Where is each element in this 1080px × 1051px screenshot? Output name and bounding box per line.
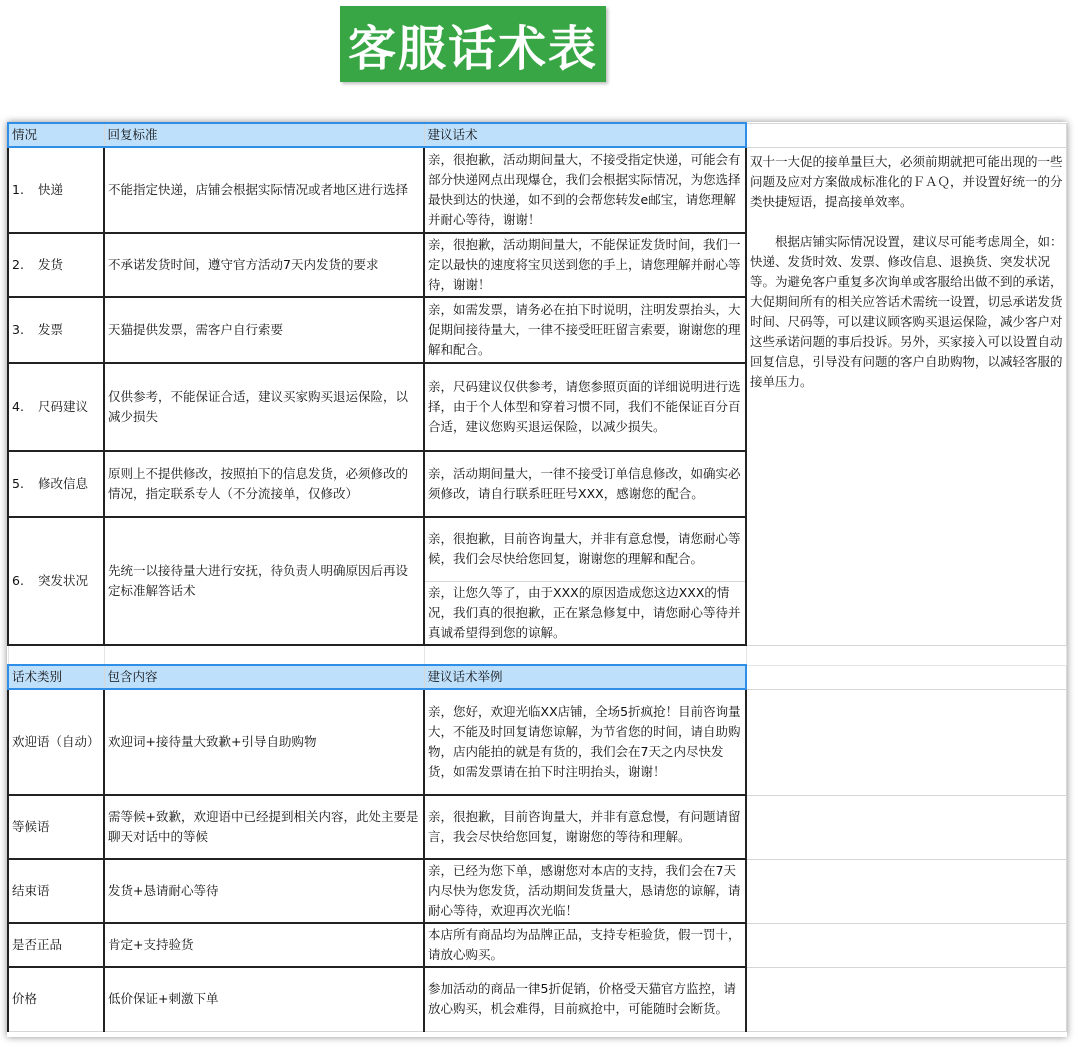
example-cell: 参加活动的商品一律5折促销，价格受天猫官方监控，请放心购买，机会难得，目前疯抢中，可能随时会断货。 [424,967,746,1031]
situation-cell [8,451,104,517]
blank-cell [746,665,1066,689]
row-number: 4. [12,399,24,414]
table-row [8,967,1066,1031]
table2-header-row [8,665,1066,689]
spreadsheet [7,122,1067,1037]
category-cell: 等候语 [8,795,104,859]
header-category: 话术类别 [8,665,104,689]
situation-label: 修改信息 [38,476,89,491]
content-cell: 低价保证+刺激下单 [104,967,424,1031]
spacer-row [8,645,1066,665]
row-number: 2. [12,257,24,272]
row-number: 1. [12,182,24,197]
standard-cell: 不承诺发货时间，遵守官方活动7天内发货的要求 [104,233,424,297]
situation-label: 突发状况 [38,573,89,588]
standard-cell: 仅供参考，不能保证合适，建议买家购买退运保险，以减少损失 [104,363,424,451]
situation-cell [8,147,104,233]
header-script: 建议话术 [424,123,746,147]
blank-cell [746,859,1066,923]
content-cell: 肯定+支持验货 [104,923,424,967]
situation-cell [8,297,104,363]
table-row [8,795,1066,859]
table-row [8,859,1066,923]
standard-cell: 不能指定快递，店铺会根据实际情况或者地区进行选择 [104,147,424,233]
standard-cell: 先统一以接待量大进行安抚，待负责人明确原因后再设定标准解答话术 [104,517,424,645]
blank-cell [746,967,1066,1031]
situation-label: 尺码建议 [38,399,89,414]
table-row [8,689,1066,795]
row-number: 3. [12,322,24,337]
page-title: 客服话术表 [347,20,598,77]
blank-cell [746,123,1066,147]
row-number: 6. [12,573,24,588]
example-cell: 亲，您好，欢迎光临XX店铺，全场5折疯抢！目前咨询量大，不能及时回复请您谅解，为节省您的时间，请自助购物，店内能拍的就是有货的，我们会在7天之内尽快发货，如需发票请在拍下时注明抬头，谢谢！ [424,689,746,795]
situation-cell [8,517,104,645]
situation-label: 发货 [38,257,64,272]
situation-cell [8,363,104,451]
page-title-banner [340,6,606,82]
note-paragraph: 根据店铺实际情况设置，建议尽可能考虑周全，如：快递、发货时效、发票、修改信息、退换货、突发状况等。为避免客户重复多次询单或客服给出做不到的承诺，大促期间所有的相关应答话术需统一设置，切忌承诺发货时间、尺码等，可以建议顾客购买退运保险，减少客户对这些承诺问题的事后投诉。另外，买家接入可以设置自动回复信息，引导没有问题的客户自助购物，以减轻客服的接单压力。 [750,233,1063,389]
situation-label: 快递 [38,182,64,197]
header-situation: 情况 [8,123,104,147]
note-paragraph: 双十一大促的接单量巨大，必须前期就把可能出现的一些问题及应对方案做成标准化的ＦＡＱ，并设置好统一的分类快捷短语，提高接单效率。 [750,153,1063,209]
content-cell: 需等候+致歉，欢迎语中已经提到相关内容，此处主要是聊天对话中的等候 [104,795,424,859]
table1-header-row [8,123,1066,147]
header-standard: 回复标准 [104,123,424,147]
content-cell: 欢迎词+接待量大致歉+引导自助购物 [104,689,424,795]
script-cell: 亲，很抱歉，目前咨询量大，并非有意怠慢，请您耐心等候，我们会尽快给您回复，谢谢您的理解和配合。 [424,517,746,581]
situation-label: 发票 [38,322,64,337]
blank-cell [746,689,1066,795]
script-cell: 亲，活动期间量大，一律不接受订单信息修改，如确实必须修改，请自行联系旺旺号XXX，感谢您的配合。 [424,451,746,517]
script-table [7,122,1067,1032]
example-cell: 亲，很抱歉，目前咨询量大，并非有意怠慢，有问题请留言，我会尽快给您回复，谢谢您的等待和理解。 [424,795,746,859]
table-row [8,147,1066,233]
category-cell: 是否正品 [8,923,104,967]
blank-cell [746,923,1066,967]
header-example: 建议话术举例 [424,665,746,689]
standard-cell: 原则上不提供修改，按照拍下的信息发货，必须修改的情况，指定联系专人（不分流接单，仅修改） [104,451,424,517]
category-cell: 价格 [8,967,104,1031]
script-cell: 亲，让您久等了，由于XXX的原因造成您这边XXX的情况，我们真的很抱歉，正在紧急修复中，请您耐心等待并真诚希望得到您的谅解。 [424,581,746,645]
category-cell: 欢迎语（自动） [8,689,104,795]
category-cell: 结束语 [8,859,104,923]
header-content: 包含内容 [104,665,424,689]
situation-cell [8,233,104,297]
example-cell: 亲，已经为您下单，感谢您对本店的支持，我们会在7天内尽快为您发货，活动期间发货量大，恳请您的谅解，请耐心等待，欢迎再次光临！ [424,859,746,923]
script-cell: 亲，很抱歉，活动期间量大，不能保证发货时间，我们一定以最快的速度将宝贝送到您的手上，请您理解并耐心等待，谢谢！ [424,233,746,297]
script-cell: 亲，很抱歉，活动期间量大，不接受指定快递，可能会有部分快递网点出现爆仓，我们会根据实际情况，为您选择最快到达的快递，如不到的会帮您转发e邮宝，请您理解并耐心等待，谢谢！ [424,147,746,233]
note-cell [746,147,1066,645]
table-row [8,923,1066,967]
row-number: 5. [12,476,24,491]
blank-cell [746,795,1066,859]
standard-cell: 天猫提供发票，需客户自行索要 [104,297,424,363]
content-cell: 发货+恳请耐心等待 [104,859,424,923]
script-cell: 亲，尺码建议仅供参考，请您参照页面的详细说明进行选择，由于个人体型和穿着习惯不同，我们不能保证百分百合适，建议您购买退运保险，以减少损失。 [424,363,746,451]
example-cell: 本店所有商品均为品牌正品，支持专柜验货，假一罚十，请放心购买。 [424,923,746,967]
script-cell: 亲，如需发票，请务必在拍下时说明，注明发票抬头，大促期间接待量大，一律不接受旺旺留言索要，谢谢您的理解和配合。 [424,297,746,363]
